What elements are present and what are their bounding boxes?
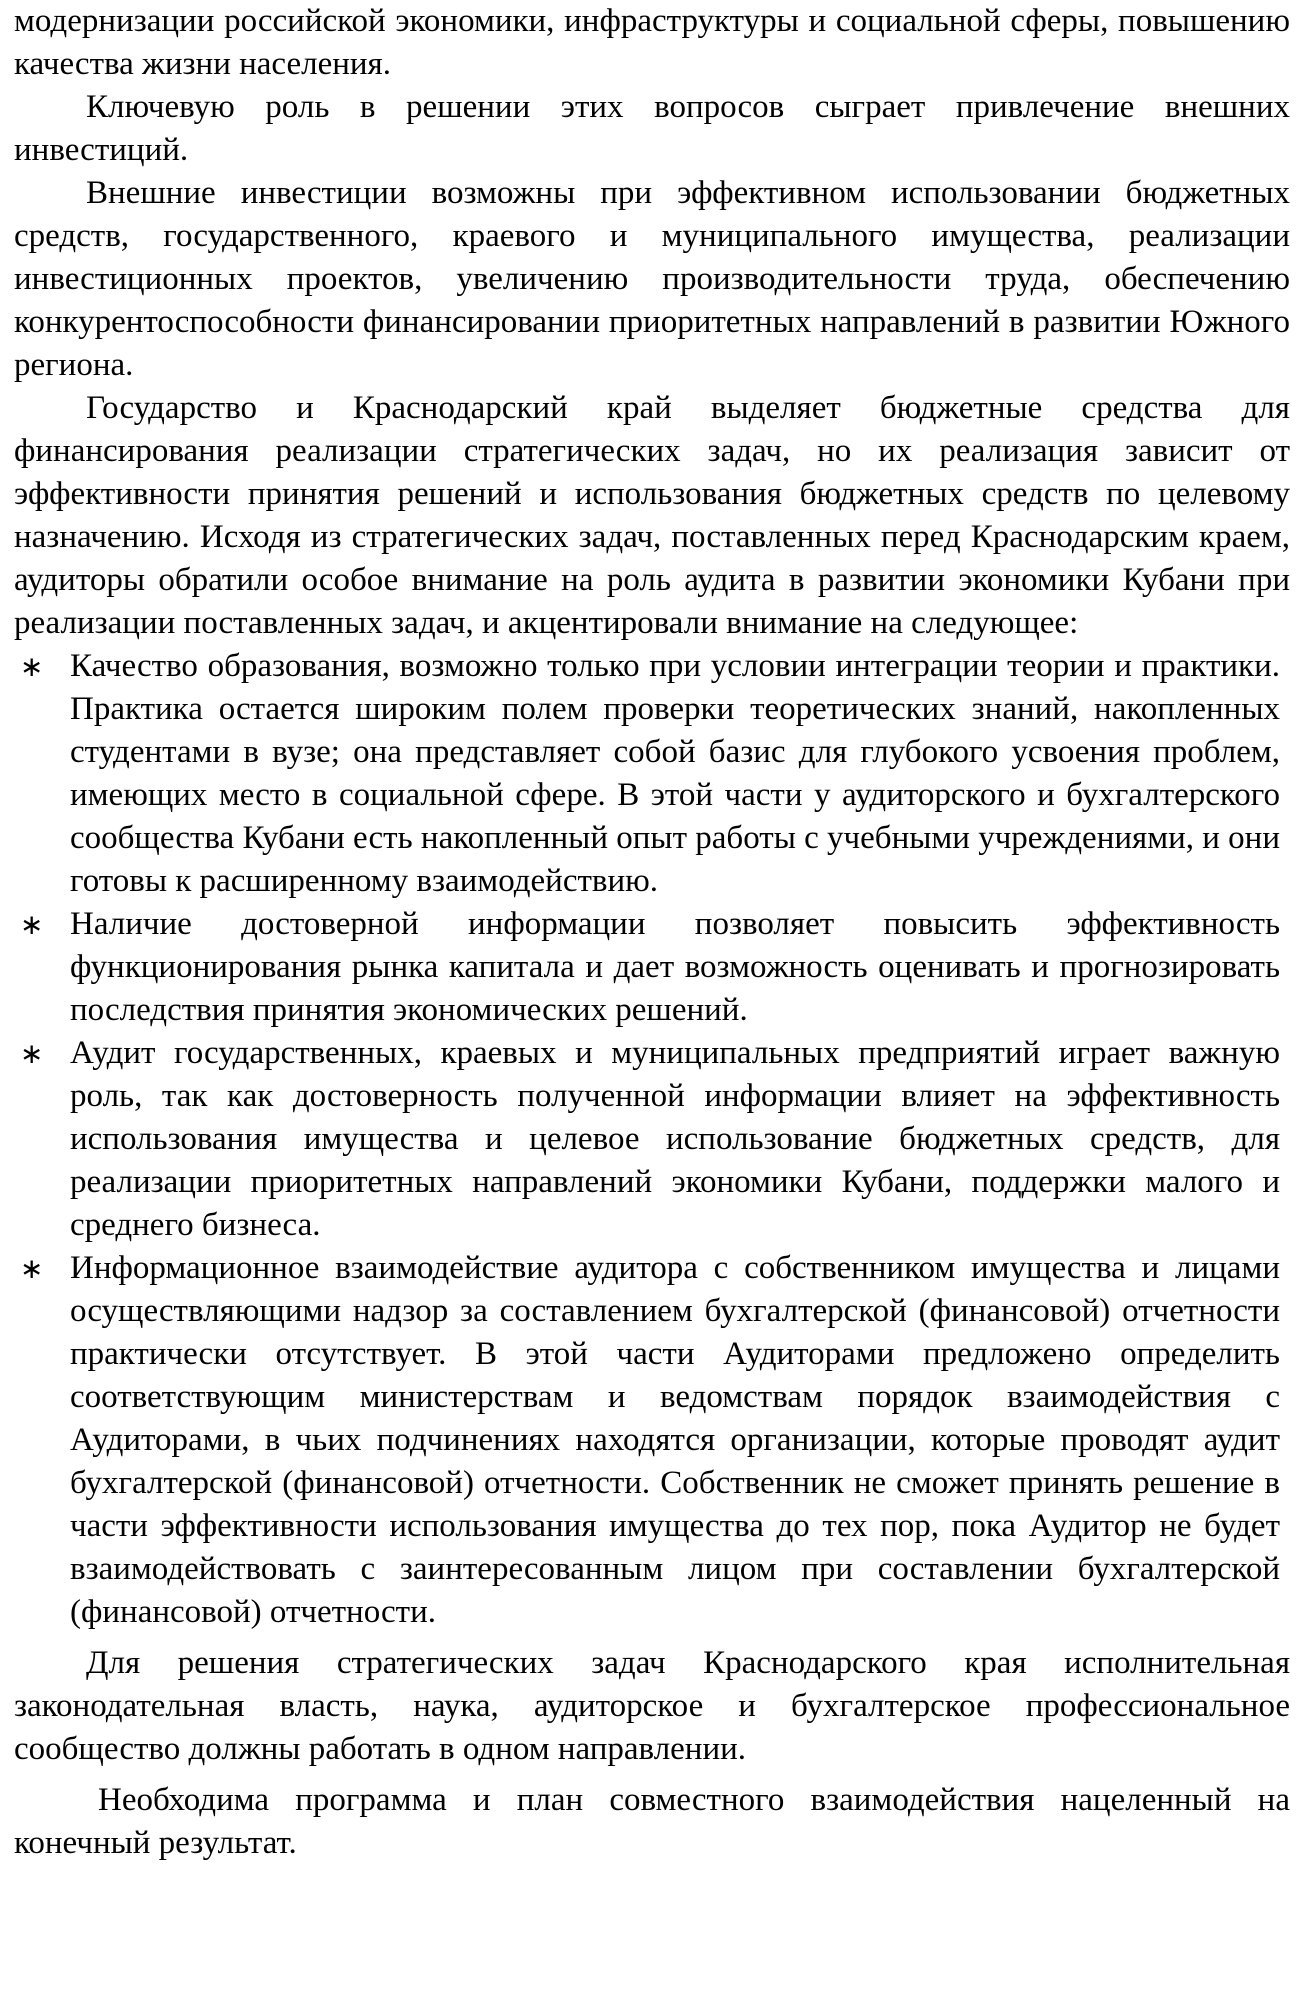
bullet-asterisk-icon: ∗ — [20, 1037, 44, 1070]
list-item-text: Наличие достоверной информации позволяет повысить эффективность функционирования рынка капитала и дает возможность оценивать и прогнозировать последствия принятия экономических решений. — [70, 906, 1280, 1028]
paragraph-2: Ключевую роль в решении этих вопросов сыграет привлечение внешних инвестиций. — [14, 89, 1290, 168]
bullet-asterisk-icon: ∗ — [20, 908, 44, 941]
list-item — [14, 645, 1280, 903]
list-item — [14, 1247, 1280, 1634]
paragraph-5: Для решения стратегических задач Краснодарского края исполнительная законодательная власть, наука, аудиторское и бухгалтерское профессиональное сообщество должны работать в одном направлении. — [14, 1645, 1290, 1767]
list-item — [14, 903, 1280, 1032]
bullet-asterisk-icon: ∗ — [20, 1252, 44, 1285]
paragraph-4: Государство и Краснодарский край выделяет бюджетные средства для финансирования реализации стратегических задач, но их реализация зависит от эффективности принятия решений и использования бюджетных средств по целевому назначению. Исходя из стратегических задач, поставленных перед Краснодарским краем, аудиторы обратили особое внимание на роль аудита в развитии экономики Кубани при реализации поставленных задач, и акцентировали внимание на следующее: — [14, 390, 1290, 641]
paragraph-3: Внешние инвестиции возможны при эффективном использовании бюджетных средств, государственного, краевого и муниципального имущества, реализации инвестиционных проектов, увеличению производительности труда, обеспечению конкурентоспособности финансировании приоритетных направлений в развитии Южного региона. — [14, 175, 1290, 383]
paragraph-6: Необходима программа и план совместного взаимодействия нацеленный на конечный результат. — [14, 1782, 1290, 1861]
bullet-list — [14, 645, 1290, 1634]
list-item-text: Информационное взаимодействие аудитора с собственником имущества и лицами осуществляющими надзор за составлением бухгалтерской (финансовой) отчетности практически отсутствует. В этой части Аудиторами предложено определить соответствующим министерствам и ведомствам порядок взаимодействия с Аудиторами, в чьих подчинениях находятся организации, которые проводят аудит бухгалтерской (финансовой) отчетности. Собственник не сможет принять решение в части эффективности использования имущества до тех пор, пока Аудитор не будет взаимодействовать с заинтересованным лицом при составлении бухгалтерской (финансовой) отчетности. — [70, 1250, 1280, 1630]
list-item — [14, 1032, 1280, 1247]
document-page — [14, 0, 1290, 1865]
paragraph-1: модернизации российской экономики, инфраструктуры и социальной сферы, повышению качества жизни населения. — [14, 3, 1290, 82]
list-item-text: Качество образования, возможно только при условии интеграции теории и практики. Практика остается широким полем проверки теоретических знаний, накопленных студентами в вузе; она представляет собой базис для глубокого усвоения проблем, имеющих место в социальной сфере. В этой части у аудиторского и бухгалтерского сообщества Кубани есть накопленный опыт работы с учебными учреждениями, и они готовы к расширенному взаимодействию. — [70, 648, 1280, 899]
list-item-text: Аудит государственных, краевых и муниципальных предприятий играет важную роль, так как достоверность полученной информации влияет на эффективность использования имущества и целевое использование бюджетных средств, для реализации приоритетных направлений экономики Кубани, поддержки малого и среднего бизнеса. — [70, 1035, 1280, 1243]
bullet-asterisk-icon: ∗ — [20, 650, 44, 683]
